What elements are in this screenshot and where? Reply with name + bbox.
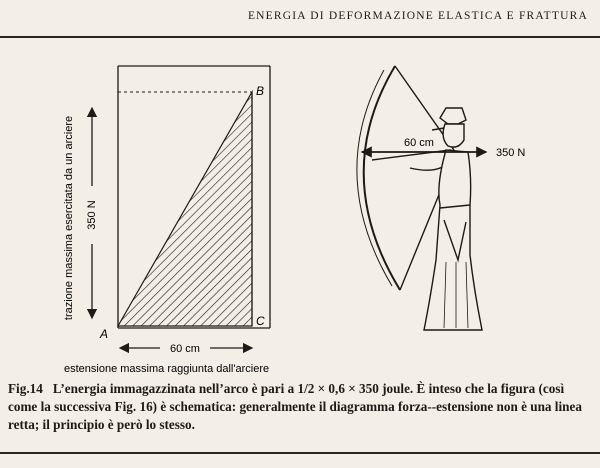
energy-triangle — [118, 92, 252, 326]
footer-rule — [0, 452, 600, 454]
point-b: B — [256, 84, 265, 98]
caption-text: L’energia immagazzinata nell’arco è pari a 1/2 × 0,6 × 350 joule. È inteso che la figura (così come la successiva Fig. 16) è schematica: generalmente il diagramma forza--estensione non è una linea retta; il principio è però lo stesso. — [8, 381, 582, 432]
body — [424, 150, 482, 330]
figure-caption — [8, 380, 594, 434]
archer-force-label: 350 N — [496, 147, 526, 159]
bow — [364, 66, 400, 290]
vertical-value: 350 N — [86, 200, 98, 230]
archer-illustration — [357, 66, 482, 330]
caption-number: Fig.14 — [8, 381, 43, 396]
archer-draw-label: 60 cm — [404, 137, 434, 149]
point-c: C — [256, 314, 265, 328]
force-extension-diagram — [118, 66, 270, 328]
vertical-axis-label: trazione massima esercitata da un arciere — [63, 115, 75, 321]
point-a: A — [100, 327, 109, 341]
horizontal-value: 60 cm — [170, 343, 200, 355]
page-header: ENERGIA DI DEFORMAZIONE ELASTICA E FRATTURA — [247, 10, 588, 22]
head — [443, 124, 464, 147]
headdress — [440, 108, 466, 124]
horizontal-axis-label: estensione massima raggiunta dall'arciere — [64, 363, 270, 375]
